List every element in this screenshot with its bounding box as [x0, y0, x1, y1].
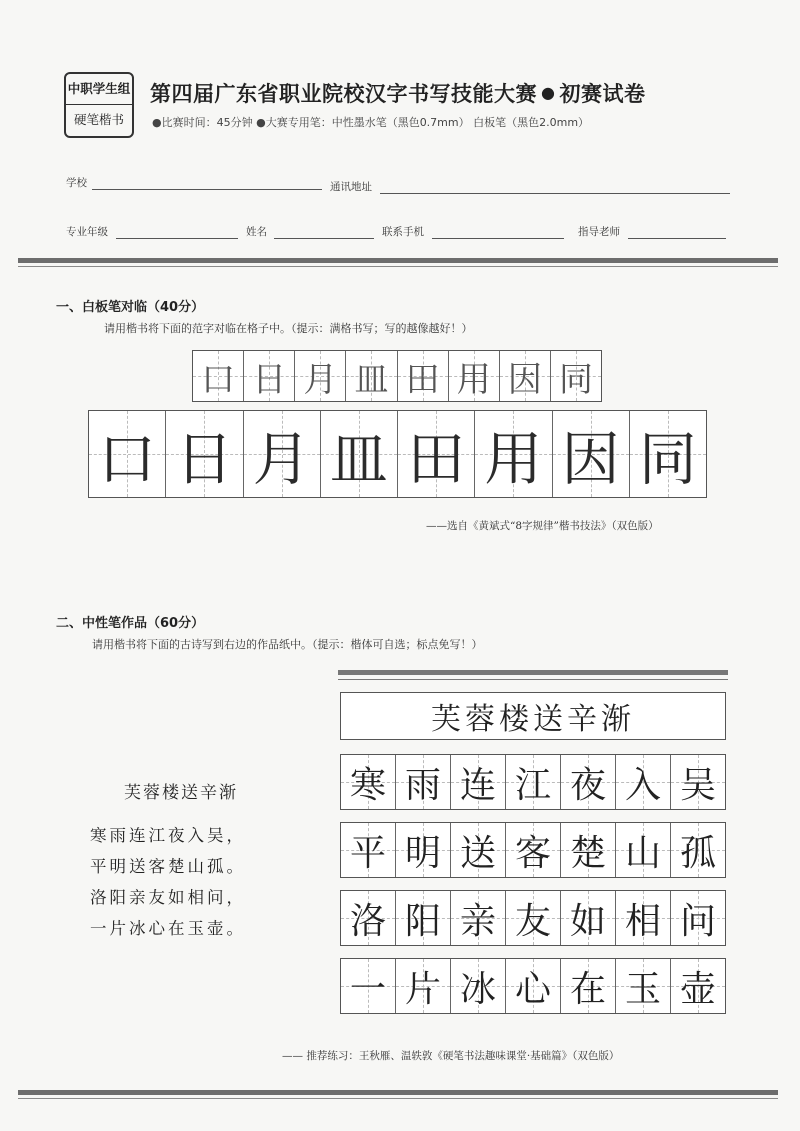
category-badge [64, 72, 134, 138]
work-cell[interactable] [670, 891, 725, 945]
work-char: 壶 [679, 968, 716, 1010]
section2-source: —— 推荐练习：王秋雁、温轶敦《硬笔书法趣味课堂·基础篇》（双色版） [282, 1050, 620, 1062]
section1-hint: 请用楷书将下面的范字对临在格子中。（提示：满格书写；写的越像越好！） [104, 322, 473, 335]
work-char: 楚 [569, 832, 606, 874]
work-char: 客 [514, 832, 551, 874]
grade-label: 专业年级 [66, 226, 108, 238]
poem-title: 芙蓉楼送辛渐 [124, 783, 238, 803]
grid-cell [397, 351, 448, 401]
copy-char: 同 [638, 425, 697, 493]
model-char: 月 [303, 359, 338, 400]
model-char: 皿 [354, 359, 389, 400]
school-label: 学校 [66, 177, 87, 189]
work-cell[interactable] [395, 891, 450, 945]
work-char: 连 [459, 764, 496, 806]
work-cell[interactable] [395, 959, 450, 1013]
grid-cell [193, 351, 243, 401]
header-divider [18, 258, 778, 263]
grid-cell [345, 351, 396, 401]
header-divider-thin [18, 266, 778, 267]
work-cell[interactable] [450, 891, 505, 945]
work-cell[interactable] [560, 755, 615, 809]
work-char: 亲 [459, 900, 496, 942]
work-char: 入 [624, 764, 661, 806]
work-char: 山 [624, 832, 661, 874]
title-main: 第四届广东省职业院校汉字书写技能大赛 [150, 82, 537, 106]
poem-line: 一片冰心在玉壶。 [90, 919, 246, 938]
work-row [340, 754, 726, 810]
title-bullet: ● [541, 83, 556, 102]
copy-char: 用 [484, 425, 543, 493]
work-cell[interactable] [341, 755, 395, 809]
grade-field[interactable] [116, 237, 238, 239]
footer-divider-thin [18, 1098, 778, 1099]
copy-cell[interactable] [89, 411, 165, 497]
phone-field[interactable] [432, 237, 564, 239]
work-char: 阳 [404, 900, 441, 942]
model-char: 口 [201, 359, 236, 400]
address-label: 通讯地址 [330, 181, 372, 193]
work-cell[interactable] [505, 823, 560, 877]
work-title-box[interactable] [340, 692, 726, 740]
copy-char: 日 [175, 425, 234, 493]
work-cell[interactable] [450, 959, 505, 1013]
model-char: 同 [558, 359, 593, 400]
poem-line: 平明送客楚山孤。 [90, 857, 246, 876]
teacher-label: 指导老师 [578, 226, 620, 238]
work-char: 心 [514, 968, 551, 1010]
work-cell[interactable] [670, 823, 725, 877]
work-char: 寒 [349, 764, 386, 806]
address-field[interactable] [380, 192, 730, 194]
phone-label: 联系手机 [382, 226, 424, 238]
work-char: 一 [349, 968, 386, 1010]
work-char: 夜 [569, 764, 606, 806]
work-cell[interactable] [615, 959, 670, 1013]
work-title: 芙蓉楼送辛渐 [431, 702, 635, 737]
poem-line: 洛阳亲友如相问， [90, 888, 246, 907]
model-char: 日 [252, 359, 287, 400]
work-char: 冰 [459, 968, 496, 1010]
work-cell[interactable] [395, 823, 450, 877]
work-char: 孤 [679, 832, 716, 874]
work-char: 问 [679, 900, 716, 942]
grid-cell [294, 351, 345, 401]
copy-cell[interactable] [552, 411, 629, 497]
work-row [340, 822, 726, 878]
work-cell[interactable] [560, 959, 615, 1013]
work-char: 平 [349, 832, 386, 874]
work-char: 送 [459, 832, 496, 874]
model-char: 因 [507, 359, 542, 400]
work-cell[interactable] [670, 959, 725, 1013]
footer-divider [18, 1090, 778, 1095]
name-label: 姓名 [246, 226, 267, 238]
work-char: 雨 [404, 764, 441, 806]
grid-cell [243, 351, 294, 401]
school-field[interactable] [92, 188, 322, 190]
teacher-field[interactable] [628, 237, 726, 239]
model-char: 用 [456, 359, 491, 400]
copy-cell[interactable] [629, 411, 706, 497]
copy-cell[interactable] [165, 411, 242, 497]
work-cell[interactable] [450, 755, 505, 809]
work-cell[interactable] [341, 959, 395, 1013]
badge-style-label: 硬笔楷书 [73, 112, 124, 127]
copy-char: 月 [252, 425, 311, 493]
name-field[interactable] [274, 237, 374, 239]
exam-title [150, 78, 645, 108]
work-char: 玉 [624, 968, 661, 1010]
section1-heading: 一、白板笔对临（40分） [56, 300, 205, 315]
work-char: 如 [569, 900, 606, 942]
copy-cell[interactable] [474, 411, 551, 497]
work-cell[interactable] [615, 823, 670, 877]
work-char: 明 [404, 832, 441, 874]
work-char: 片 [404, 968, 441, 1010]
paper-top-bar [338, 670, 728, 675]
copy-char: 口 [98, 425, 157, 493]
work-cell[interactable] [615, 891, 670, 945]
badge-group-label: 中职学生组 [66, 74, 132, 105]
work-row [340, 890, 726, 946]
work-char: 江 [514, 764, 551, 806]
grid-cell [448, 351, 499, 401]
work-cell[interactable] [560, 823, 615, 877]
section2-hint: 请用楷书将下面的古诗写到右边的作品纸中。（提示：楷体可自选；标点免写！） [92, 638, 483, 651]
copy-char: 田 [407, 425, 466, 493]
work-char: 洛 [349, 900, 386, 942]
work-row [340, 958, 726, 1014]
section2-heading: 二、中性笔作品（60分） [56, 616, 205, 631]
work-char: 吴 [679, 764, 716, 806]
copy-cell[interactable] [320, 411, 397, 497]
paper-top-line [338, 679, 728, 680]
work-cell[interactable] [505, 891, 560, 945]
work-char: 相 [624, 900, 661, 942]
work-cell[interactable] [505, 959, 560, 1013]
work-cell[interactable] [615, 755, 670, 809]
work-cell[interactable] [670, 755, 725, 809]
work-cell[interactable] [560, 891, 615, 945]
copy-char: 因 [561, 425, 620, 493]
section1-source: ——选自《黄斌式“8字规律”楷书技法》（双色版） [426, 520, 659, 532]
grid-cell [550, 351, 601, 401]
copy-cell[interactable] [243, 411, 320, 497]
work-cell[interactable] [450, 823, 505, 877]
work-char: 友 [514, 900, 551, 942]
work-paper [338, 670, 728, 1040]
grid-cell [499, 351, 550, 401]
model-char: 田 [405, 359, 440, 400]
copy-character-grid [88, 410, 707, 498]
work-char: 在 [569, 968, 606, 1010]
title-tail: 初赛试卷 [559, 82, 646, 106]
work-cell[interactable] [505, 755, 560, 809]
work-cell[interactable] [395, 755, 450, 809]
copy-cell[interactable] [397, 411, 474, 497]
work-cell[interactable] [341, 823, 395, 877]
copy-char: 皿 [329, 425, 388, 493]
exam-info: ●比赛时间：45分钟 ●大赛专用笔：中性墨水笔（黑色0.7mm） 白板笔（黑色2.0mm） [152, 116, 590, 129]
model-character-grid [192, 350, 602, 402]
poem-line: 寒雨连江夜入吴， [90, 826, 246, 845]
work-cell[interactable] [341, 891, 395, 945]
